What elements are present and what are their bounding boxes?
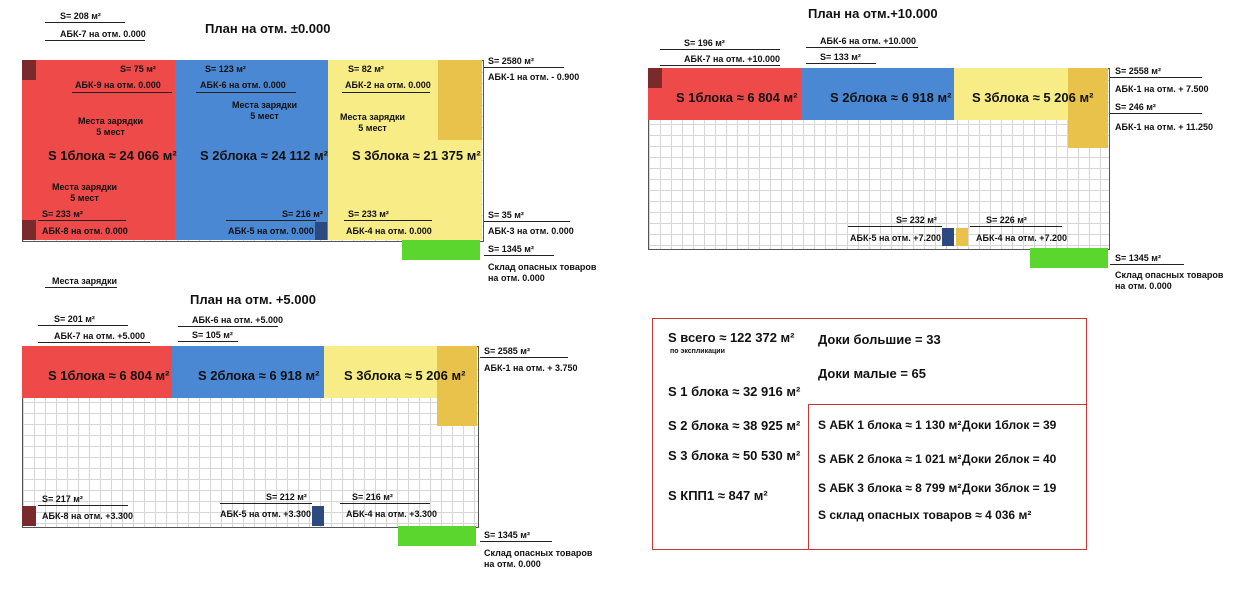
plan-10-abk7-label: АБК-7 на отм. +10.000 xyxy=(684,54,781,64)
plan-10-s-abk5: S= 232 м² xyxy=(896,215,937,225)
plan-0-s-abk3: S= 35 м² xyxy=(488,210,524,220)
summary-total-note: по экспликации xyxy=(670,348,725,355)
plan-10-abk1b-label: АБК-1 на отм. + 11.250 xyxy=(1115,122,1214,132)
plan-5-abk1 xyxy=(437,346,477,426)
plan-0-sklad-label: Склад опасных товаров на отм. 0.000 xyxy=(488,262,597,283)
summary-sklad: S склад опасных товаров ≈ 4 036 м² xyxy=(818,508,1032,522)
plan-0-s-abk4: S= 233 м² xyxy=(348,209,389,219)
plan-0-s-yel-top: S= 82 м² xyxy=(348,64,384,74)
plan-0-abk8-dark xyxy=(22,220,36,240)
plan-0-abk2-label: АБК-2 на отм. 0.000 xyxy=(345,80,431,90)
plan-0-abk5-label: АБК-5 на отм. 0.000 xyxy=(228,226,314,236)
plan-0-area3: S 3блока ≈ 21 375 м² xyxy=(352,148,481,163)
plan-0-abk8-label: АБК-8 на отм. 0.000 xyxy=(42,226,128,236)
plan-5-title: План на отм. +5.000 xyxy=(190,292,316,307)
plan-10-abk7-dark xyxy=(648,68,662,88)
plan-0-s-abk1: S= 2580 м² xyxy=(488,56,534,66)
plan-0-area1: S 1блока ≈ 24 066 м² xyxy=(48,148,177,163)
plan-5-s-sklad: S= 1345 м² xyxy=(484,530,530,540)
plan-0-sklad xyxy=(402,240,480,260)
plan-0-abk6-label: АБК-6 на отм. 0.000 xyxy=(200,80,286,90)
summary-abk1: S АБК 1 блока ≈ 1 130 м² xyxy=(818,418,962,432)
plan-10-sklad xyxy=(1030,248,1108,268)
summary-total: S всего ≈ 122 372 м² xyxy=(668,330,795,345)
plan-0-abk1 xyxy=(438,60,482,140)
summary-s1: S 1 блока ≈ 32 916 м² xyxy=(668,384,801,399)
plan-10-s-abk4: S= 226 м² xyxy=(986,215,1027,225)
plan-10-s-abk1a: S= 2558 м² xyxy=(1115,66,1161,76)
plan-0-abk4-label: АБК-4 на отм. 0.000 xyxy=(346,226,432,236)
plan-5-sklad xyxy=(398,526,476,546)
plan-5-area3: S 3блока ≈ 5 206 м² xyxy=(344,368,466,383)
plan-5-s-abk5: S= 212 м² xyxy=(266,492,307,502)
plan-5-abk6-label: АБК-6 на отм. +5.000 xyxy=(192,315,284,325)
plan-0-s-abk7: S= 208 м² xyxy=(60,11,101,21)
plan-5-area1: S 1блока ≈ 6 804 м² xyxy=(48,368,170,383)
plan-0-abk5-navy xyxy=(315,222,327,240)
summary-s2: S 2 блока ≈ 38 925 м² xyxy=(668,418,801,433)
summary-docks-big: Доки большие = 33 xyxy=(818,332,941,347)
plan-0-charge1: Места зарядки 5 мест xyxy=(78,116,144,137)
plan-5-sklad-label: Склад опасных товаров на отм. 0.000 xyxy=(484,548,593,569)
summary-dock1: Доки 1блок = 39 xyxy=(962,418,1057,432)
plan-0-title: План на отм. ±0.000 xyxy=(205,21,331,36)
plan-10-s-sklad: S= 1345 м² xyxy=(1115,253,1161,263)
plan-5-abk7-label: АБК-7 на отм. +5.000 xyxy=(54,331,146,341)
summary-abk3: S АБК 3 блока ≈ 8 799 м² xyxy=(818,481,962,495)
plan-5-s-abk4: S= 216 м² xyxy=(352,492,393,502)
plan-5-abk1-label: АБК-1 на отм. + 3.750 xyxy=(484,363,578,373)
plan-0-abk7-label: АБК-7 на отм. 0.000 xyxy=(60,29,146,39)
plan-5-s-abk1: S= 2585 м² xyxy=(484,346,530,356)
plan-0-charge2: Места зарядки 5 мест xyxy=(232,100,298,121)
plan-10-sklad-label: Склад опасных товаров на отм. 0.000 xyxy=(1115,270,1224,291)
summary-kpp: S КПП1 ≈ 847 м² xyxy=(668,488,768,503)
summary-dock2: Доки 2блок = 40 xyxy=(962,452,1057,466)
plan-0-area2: S 2блока ≈ 24 112 м² xyxy=(200,148,328,163)
summary-dock3: Доки 3блок = 19 xyxy=(962,481,1057,495)
summary-abk2: S АБК 2 блока ≈ 1 021 м² xyxy=(818,452,962,466)
plan-10-s-abk7: S= 196 м² xyxy=(684,38,725,48)
plan-5-area2: S 2блока ≈ 6 918 м² xyxy=(198,368,320,383)
plan-10-area1: S 1блока ≈ 6 804 м² xyxy=(676,90,798,105)
plan-5-s-abk8: S= 217 м² xyxy=(42,494,83,504)
plan-0-s-abk8: S= 233 м² xyxy=(42,209,83,219)
plan-0-abk1-label: АБК-1 на отм. - 0.900 xyxy=(488,72,580,82)
plan-5-abk5-navy xyxy=(312,506,324,526)
plan-10-abk6-label: АБК-6 на отм. +10.000 xyxy=(820,36,917,46)
plan-10-abk1 xyxy=(1068,68,1108,148)
plan-10-abk4-orange xyxy=(956,228,968,246)
plan-10-abk5-label: АБК-5 на отм. +7.200 xyxy=(850,233,942,243)
plan-10-abk4-label: АБК-4 на отм. +7.200 xyxy=(976,233,1068,243)
plan-0-charge5: Места зарядки xyxy=(52,276,118,286)
plan-10-abk5-navy xyxy=(942,228,954,246)
plan-0-s-red-top: S= 75 м² xyxy=(120,64,156,74)
summary-s3: S 3 блока ≈ 50 530 м² xyxy=(668,448,801,463)
plan-0-charge3: Места зарядки 5 мест xyxy=(340,112,406,133)
summary-docks-small: Доки малые = 65 xyxy=(818,366,927,381)
plan-0-s-abk5: S= 216 м² xyxy=(282,209,323,219)
plan-0-charge4: Места зарядки 5 мест xyxy=(52,182,118,203)
plan-10-s-abk6: S= 133 м² xyxy=(820,52,861,62)
plan-0-abk9-label: АБК-9 на отм. 0.000 xyxy=(75,80,161,90)
plan-5-abk8-label: АБК-8 на отм. +3.300 xyxy=(42,511,134,521)
plan-10-area2: S 2блока ≈ 6 918 м² xyxy=(830,90,952,105)
plan-5-s-abk7: S= 201 м² xyxy=(54,314,95,324)
plan-5-abk8-dark xyxy=(22,506,36,526)
plan-10-s-abk1b: S= 246 м² xyxy=(1115,102,1156,112)
plan-10-abk1a-label: АБК-1 на отм. + 7.500 xyxy=(1115,84,1209,94)
plan-0-s-sklad: S= 1345 м² xyxy=(488,244,534,254)
plan-0-abk7-dark xyxy=(22,60,36,80)
plan-0-s-blue-top: S= 123 м² xyxy=(205,64,246,74)
plan-5-abk5-label: АБК-5 на отм. +3.300 xyxy=(220,509,312,519)
plan-5-s-abk6: S= 105 м² xyxy=(192,330,233,340)
plan-5-abk4-label: АБК-4 на отм. +3.300 xyxy=(346,509,438,519)
plan-10-area3: S 3блока ≈ 5 206 м² xyxy=(972,90,1094,105)
plan-10-title: План на отм.+10.000 xyxy=(808,6,938,21)
plan-0-abk3-label: АБК-3 на отм. 0.000 xyxy=(488,226,574,236)
